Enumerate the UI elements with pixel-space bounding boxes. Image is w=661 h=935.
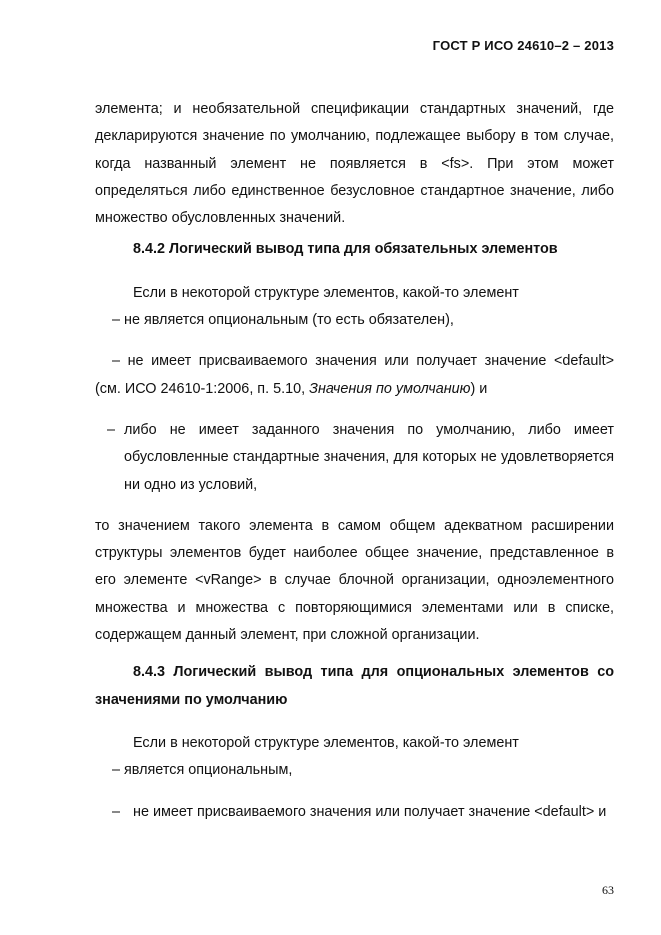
list-item <box>95 348 614 403</box>
list-item-text: не имеет присваиваемого значения или получает значение <default> и <box>133 803 607 820</box>
list-item-text-end: ) и <box>470 380 488 397</box>
list-item-text: либо не имеет заданного значения по умолчанию, либо имеет обусловленные стандартные значения, для которых не удовлетворяется ни одно из условий, <box>124 421 614 493</box>
list-item: – не является опциональным (то есть обязателен), <box>112 312 454 329</box>
paragraph-intro: Если в некоторой структуре элементов, какой-то элемент <box>133 734 519 751</box>
paragraph: элемента; и необязательной спецификации стандартных значений, где декларируются значение по умолчанию, подлежащее выбору в том случае, когда названный элемент не появляется в <fs>. При этом может определяться либо единственное безусловное стандартное значение, либо множество обусловленных значений. <box>95 101 614 227</box>
page-number: 63 <box>602 883 614 897</box>
document-body <box>95 96 614 826</box>
list-dash: – <box>112 803 121 820</box>
list-dash: – <box>107 421 116 438</box>
section-heading-8-4-3: 8.4.3 Логический вывод типа для опциональных элементов со значениями по умолчанию <box>95 664 614 708</box>
list-item <box>95 417 614 499</box>
list-item <box>95 799 614 826</box>
document-header: ГОСТ Р ИСО 24610–2 – 2013 <box>432 38 614 53</box>
paragraph: то значением такого элемента в самом общем адекватном расширении структуры элементов будет наиболее общее значение, представленное в его элементе <vRange> в случае блочной организации, одноэлементного множества и множества с повторяющимися элементами или в списке, содержащем данный элемент, при сложной организации. <box>95 517 614 644</box>
list-item-text: – не имеет присваиваемого значения или получает значение <default> (см. ИСО 24610-1:2006, п. 5.10, <box>95 353 614 397</box>
list-item: – является опциональным, <box>112 762 293 779</box>
paragraph-intro: Если в некоторой структуре элементов, какой-то элемент <box>133 284 519 301</box>
section-heading-8-4-2: 8.4.2 Логический вывод типа для обязательных элементов <box>133 241 558 258</box>
reference-title: Значения по умолчанию <box>309 380 471 397</box>
